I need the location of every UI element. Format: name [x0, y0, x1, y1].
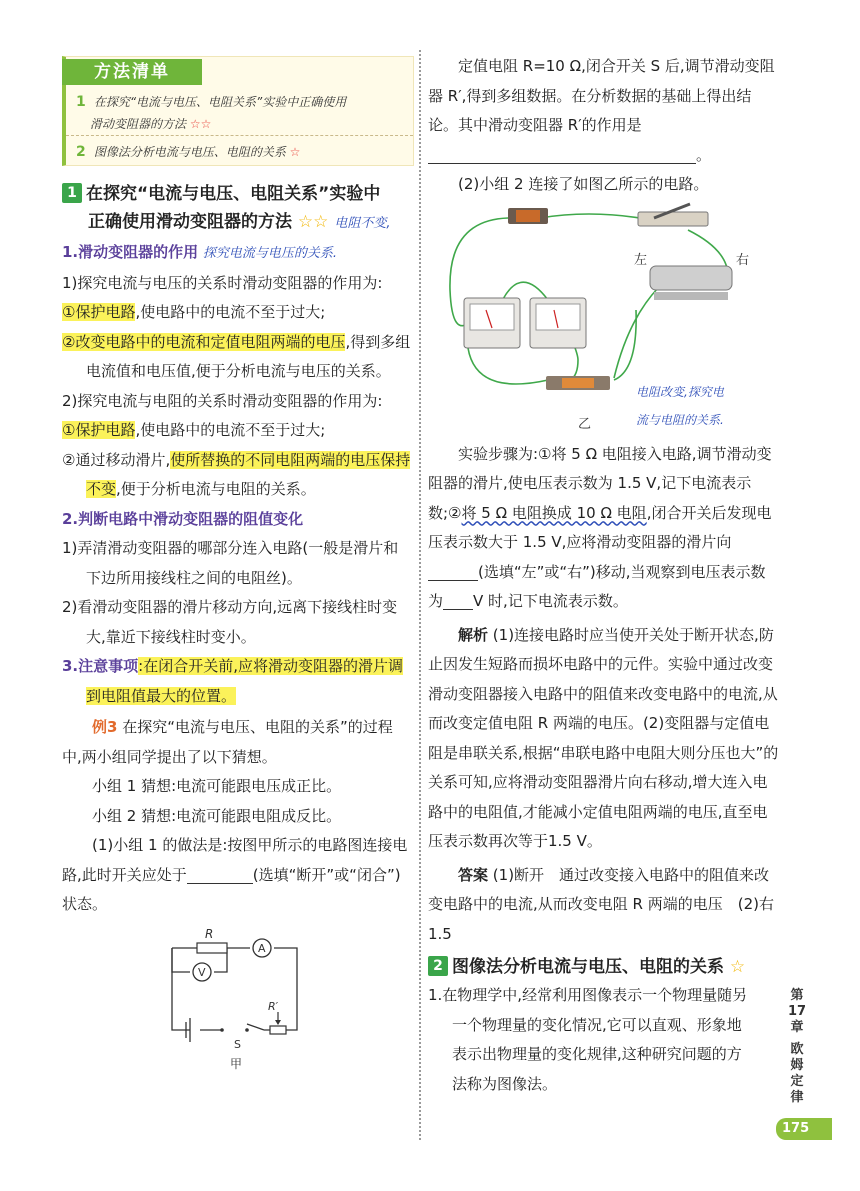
- figure-jia-caption: 甲: [230, 1056, 243, 1070]
- right-label: 右: [736, 252, 750, 268]
- question-2: (2)小组 2 连接了如图乙所示的电路。: [458, 175, 709, 193]
- answer: 答案 (1)断开 通过改变接入电路中的阻值来改变电路中的电流,从而改变电阻 R 两端的电压 (2)右 1.5: [428, 865, 789, 943]
- paragraph: 1)弄清滑动变阻器的哪部分连入电路(一般是滑片和下边所用接线柱之间的电阻丝)。: [62, 539, 399, 587]
- circuit-diagram-jia: [62, 920, 412, 1070]
- method-separator: [66, 135, 413, 136]
- answer-label: 答案: [458, 865, 489, 884]
- example-intro: 例3 在探究“电流与电压、电阻的关系”的过程中,两小组同学提出了以下猜想。: [62, 718, 393, 766]
- method-item-2: 2 图像法分析电流与电压、电阻的关系 ☆: [76, 144, 301, 160]
- analysis: 解析 (1)连接电路时应当使开关处于断开状态,防止因发生短路而损坏电路中的元件。实验中通过改变滑动变阻器接入电路中的阻值来改变电路中的电流,从而改变定值电阻 R 两端的电压。(2)变阻器与定值电阻是串联关系,根据“串联电路中电阻大则分压也大”的关系可知,应将滑动变阻器滑片向右移动,增大连入电路中的电阻值,才能减小定值电阻两端的电压,直至电压表示数再次等于1.5 V。: [428, 625, 779, 850]
- method-list-box: [62, 56, 414, 166]
- answer-blank: [428, 146, 696, 164]
- paragraph: 1.在物理学中,经常利用图像表示一个物理量随另一个物理量的变化情况,它可以直观、形象地表示出物理量的变化规律,这种研究问题的方法称为图像法。: [428, 986, 748, 1093]
- paragraph: 2)探究电流与电阻的关系时滑动变阻器的作用为:: [62, 391, 383, 410]
- paragraph: ②改变电路中的电流和定值电阻两端的电压,得到多组电流值和电压值,便于分析电流与电压的关系。: [62, 332, 411, 380]
- answer-blank: [428, 563, 478, 581]
- analysis-label: 解析: [458, 625, 489, 644]
- handwritten-note: 探究电流与电压的关系.: [202, 246, 338, 261]
- paragraph: 1)探究电流与电压的关系时滑动变阻器的作用为:: [62, 273, 383, 292]
- ammeter-label: A: [258, 941, 266, 955]
- guess-2: 小组 2 猜想:电流可能跟电阻成反比。: [92, 806, 342, 825]
- circuit-diagram-svg: [62, 920, 412, 1070]
- sub-2-title: 2.判断电路中滑动变阻器的阻值变化: [62, 509, 304, 528]
- guess-1: 小组 1 猜想:电流可能跟电压成正比。: [92, 777, 342, 795]
- paragraph: ①保护电路,使电路中的电流不至于过大;: [62, 303, 326, 321]
- switch-label: S: [234, 1037, 241, 1051]
- resistor-label: R: [205, 926, 214, 941]
- star-icon: ☆☆: [189, 117, 212, 131]
- section-1-heading-line2: 正确使用滑动变阻器的方法 ☆☆ 电阻不变,: [88, 212, 391, 232]
- left-column: [62, 56, 412, 1070]
- circuit-photo-svg: [428, 200, 780, 440]
- section-2-heading: 2 图像法分析电流与电压、电阻的关系 ☆: [428, 953, 780, 981]
- handwritten-note: 电阻不变,: [334, 216, 391, 231]
- question-1-continued: 定值电阻 R=10 Ω,闭合开关 S 后,调节滑动变阻器 R′,得到多组数据。在分析数据的基础上得出结论。其中滑动变阻器 R′的作用是: [428, 57, 775, 134]
- chapter-side-tab: 第 17 章 欧 姆 定 律: [787, 988, 807, 1105]
- section-1-heading: 1 在探究“电流与电压、电阻关系”实验中: [62, 180, 412, 208]
- star-icon: ☆: [729, 957, 746, 977]
- example-label: 例3: [92, 718, 118, 736]
- sub-1-line: 1.滑动变阻器的作用 探究电流与电压的关系.: [62, 243, 338, 261]
- handwritten-note: 电阻改变,探究电: [636, 384, 724, 399]
- star-icon: ☆: [289, 145, 301, 159]
- rheostat-label: R′: [268, 999, 279, 1013]
- voltmeter-label: V: [198, 965, 206, 979]
- section-2-number: 2: [428, 956, 448, 976]
- right-column: [428, 52, 789, 1099]
- figure-yi-caption: 乙: [578, 416, 592, 432]
- column-divider: [419, 50, 421, 1140]
- question-1-blank-line: 。: [428, 141, 780, 171]
- answer-blank: [187, 866, 253, 884]
- answer-blank: [443, 592, 473, 610]
- star-icon: ☆☆: [297, 212, 329, 232]
- question-1: (1)小组 1 的做法是:按图甲所示的电路图连接电路,此时开关应处于 (选填“断开”或“闭合”)状态。: [62, 836, 408, 913]
- left-label: 左: [634, 252, 648, 268]
- section-1-number: 1: [62, 183, 82, 203]
- page-number: 175: [776, 1118, 832, 1140]
- paragraph: 2)看滑动变阻器的滑片移动方向,远离下接线柱时变大,靠近下接线柱时变小。: [62, 598, 398, 646]
- method-item-1: 1 在探究“电流与电压、电阻关系”实验中正确使用: [76, 94, 347, 110]
- paragraph: ②通过移动滑片,使所替换的不同电阻两端的电压保持不变,便于分析电流与电阻的关系。: [62, 450, 411, 498]
- method-list-title: 方法清单: [62, 59, 202, 85]
- paragraph: 3.注意事项:在闭合开关前,应将滑动变阻器的滑片调到电阻值最大的位置。: [62, 657, 403, 705]
- experiment-steps: 实验步骤为:①将 5 Ω 电阻接入电路,调节滑动变阻器的滑片,使电压表示数为 1.5 V,记下电流表示数;②将 5 Ω 电阻换成 10 Ω 电阻,闭合开关后发现电压表示数大于 1.5 V,应将滑动变阻器的滑片向(选填“左”或“右”)移动,当观察到电压表示数为 V 时,记下电流表示数。: [428, 444, 772, 610]
- paragraph: ①保护电路,使电路中的电流不至于过大;: [62, 421, 326, 439]
- handwritten-note: 流与电阻的关系.: [636, 412, 724, 427]
- circuit-photo-yi: [428, 200, 780, 440]
- method-item-1-line2: 滑动变阻器的方法 ☆☆: [90, 117, 212, 131]
